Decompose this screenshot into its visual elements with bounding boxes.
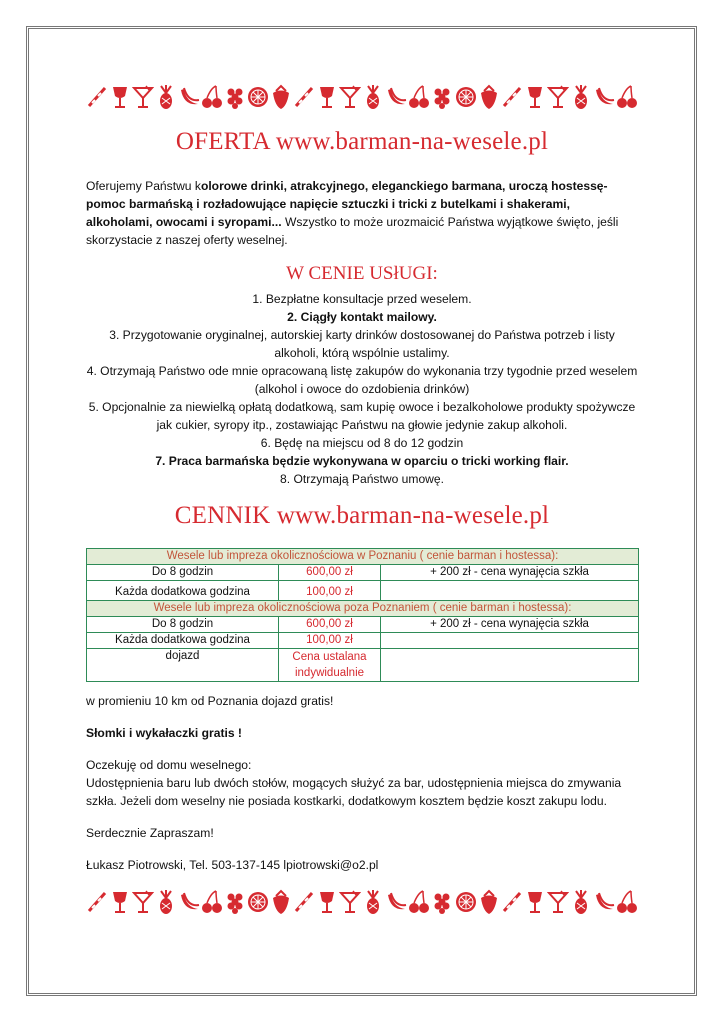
banana-icon — [593, 84, 615, 110]
straw-icon — [501, 84, 523, 110]
grapes-icon — [431, 84, 453, 110]
table-row — [87, 633, 639, 649]
table-cell-price: 100,00 zł — [279, 581, 381, 601]
banana-icon — [385, 84, 407, 110]
table-cell-price: 100,00 zł — [279, 633, 381, 649]
wine-glass-icon — [316, 889, 338, 915]
banana-icon — [385, 889, 407, 915]
table-band: Wesele lub impreza okolicznościowa w Poznaniu ( cenie barman i hostessa): — [87, 549, 639, 565]
table-row — [87, 649, 639, 682]
orange-slice-icon — [455, 84, 477, 110]
table-cell: Do 8 godzin — [87, 617, 279, 633]
decor-border-top — [86, 82, 638, 112]
table-cell-price: 600,00 zł — [279, 565, 381, 581]
intro-text-end: Wszystko to może urozmaicić Państwa wyjątkowe święto, jeśli skorzystacie z naszej oferty weselnej. — [86, 215, 619, 247]
pineapple-icon — [570, 84, 592, 110]
wine-glass-icon — [524, 889, 546, 915]
straw-icon — [501, 889, 523, 915]
cocktail-glass-icon — [132, 889, 154, 915]
strawberry-icon — [270, 889, 292, 915]
strawberry-icon — [270, 84, 292, 110]
wine-glass-icon — [109, 889, 131, 915]
banana-icon — [593, 889, 615, 915]
grapes-icon — [224, 889, 246, 915]
table-cell: Każda dodatkowa godzina — [87, 633, 279, 649]
contact-line: Łukasz Piotrowski, Tel. 503-137-145 lpiotrowski@o2.pl — [86, 858, 379, 872]
straw-icon — [86, 889, 108, 915]
table-row — [87, 601, 639, 617]
cherries-icon — [616, 889, 638, 915]
table-band: Wesele lub impreza okolicznościowa poza Poznaniem ( cenie barman i hostessa): — [87, 601, 639, 617]
radius-note: w promieniu 10 km od Poznania dojazd gratis! — [86, 694, 334, 708]
pineapple-icon — [155, 889, 177, 915]
cocktail-glass-icon — [132, 84, 154, 110]
table-cell-price: Cena ustalana indywidualnie — [279, 649, 381, 682]
price-table — [86, 548, 639, 682]
orange-slice-icon — [455, 889, 477, 915]
table-cell: + 200 zł - cena wynajęcia szkła — [381, 565, 639, 581]
table-row — [87, 549, 639, 565]
table-cell — [381, 649, 639, 682]
grapes-icon — [431, 889, 453, 915]
strawberry-icon — [478, 889, 500, 915]
table-cell: Do 8 godzin — [87, 565, 279, 581]
cocktail-glass-icon — [339, 84, 361, 110]
orange-slice-icon — [247, 889, 269, 915]
decor-border-bottom — [86, 887, 638, 917]
cherries-icon — [408, 84, 430, 110]
table-row — [87, 617, 639, 633]
service-item: 2. Ciągły kontakt mailowy. — [287, 310, 437, 324]
intro-paragraph — [86, 177, 638, 249]
intro-text-bold: olorowe drinki, atrakcyjnego, eleganckiego barmana, uroczą hostessę-pomoc barmańską i rozładowujące napięcie sztuczki i tricki z butelkami i shakerami, alkoholami, owocami i syropami... — [86, 179, 608, 229]
cocktail-glass-icon — [547, 84, 569, 110]
table-row — [87, 581, 639, 601]
straw-icon — [293, 889, 315, 915]
wine-glass-icon — [316, 84, 338, 110]
orange-slice-icon — [247, 84, 269, 110]
table-row — [87, 565, 639, 581]
cherries-icon — [201, 889, 223, 915]
table-cell — [381, 633, 639, 649]
intro-text-start: Oferujemy Państwu k — [86, 179, 201, 193]
cherries-icon — [616, 84, 638, 110]
pineapple-icon — [155, 84, 177, 110]
closing-text: Serdecznie Zapraszam! — [86, 826, 214, 840]
services-list — [86, 290, 638, 488]
strawberry-icon — [478, 84, 500, 110]
service-item: 4. Otrzymają Państwo ode mnie opracowaną listę zakupów do wykonania trzy tygodnie przed weselem (alkohol i owoce do ozdobienia drinków) — [86, 364, 638, 396]
gratis-note: Słomki i wykałaczki gratis ! — [86, 726, 242, 740]
table-cell: dojazd — [87, 649, 279, 682]
service-item: 3. Przygotowanie oryginalnej, autorskiej karty drinków dostosowanej do Państwa potrzeb i listy alkoholi, którą wspólnie ustalimy. — [109, 328, 615, 360]
service-item: 5. Opcjonalnie za niewielką opłatą dodatkową, sam kupię owoce i bezalkoholowe produkty spożywcze jak cukier, syropy itp., zostawiając Państwu na głowie jedynie zakup alkoholi. — [88, 400, 636, 432]
cocktail-glass-icon — [547, 889, 569, 915]
service-item: 1. Bezpłatne konsultacje przed weselem. — [252, 292, 472, 306]
pineapple-icon — [362, 889, 384, 915]
straw-icon — [293, 84, 315, 110]
wine-glass-icon — [524, 84, 546, 110]
banana-icon — [178, 889, 200, 915]
cherries-icon — [408, 889, 430, 915]
wine-glass-icon — [109, 84, 131, 110]
service-item: 7. Praca barmańska będzie wykonywana w oparciu o tricki working flair. — [155, 454, 569, 468]
pineapple-icon — [362, 84, 384, 110]
table-cell: Każda dodatkowa godzina — [87, 581, 279, 601]
table-cell-price: 600,00 zł — [279, 617, 381, 633]
table-cell: + 200 zł - cena wynajęcia szkła — [381, 617, 639, 633]
grapes-icon — [224, 84, 246, 110]
pineapple-icon — [570, 889, 592, 915]
straw-icon — [86, 84, 108, 110]
table-cell — [381, 581, 639, 601]
expect-title: Oczekuję od domu weselnego: — [86, 758, 252, 772]
offer-title: OFERTA www.barman-na-wesele.pl — [175, 128, 549, 155]
pricelist-title: CENNIK www.barman-na-wesele.pl — [174, 502, 550, 529]
cocktail-glass-icon — [339, 889, 361, 915]
services-heading: W CENIE USłUGI: — [286, 263, 438, 284]
service-item: 8. Otrzymają Państwo umowę. — [280, 472, 444, 486]
banana-icon — [178, 84, 200, 110]
service-item: 6. Będę na miejscu od 8 do 12 godzin — [260, 436, 464, 450]
cherries-icon — [201, 84, 223, 110]
expect-body: Udostępnienia baru lub dwóch stołów, mogących służyć za bar, udostępnienia miejsca do zmywania szkła. Jeżeli dom weselny nie posiada kostkarki, dodatkowym kosztem będzie koszt zakupu lodu. — [86, 776, 622, 808]
